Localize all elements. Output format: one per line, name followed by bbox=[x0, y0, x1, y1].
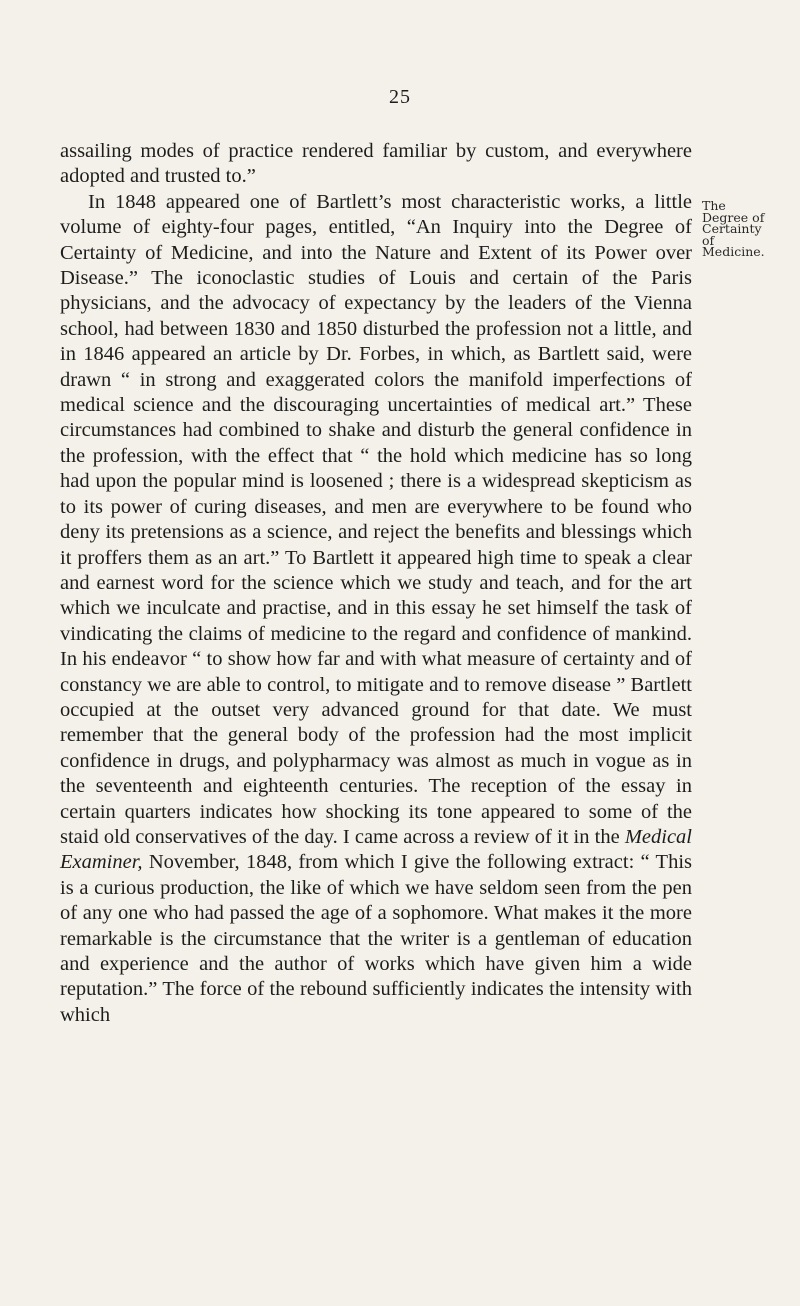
sidenote-line: Medicine. bbox=[702, 244, 765, 259]
sidenote-line: The bbox=[702, 198, 726, 213]
sidenote bbox=[702, 200, 794, 258]
journal-title: Medical Examiner, bbox=[60, 825, 692, 874]
paragraph-2-text-b: November, 1848, from which I give the following extract: “ This is a curious production, the like of which we have seldom seen from the pen of any one who had passed the age of a sophomore. What makes it the more remarkable is the circumstance that the writer is a gentleman of education and experience and the author of works which have given him a wide reputation.” The force of the rebound sufficiently indicates the intensity with which bbox=[60, 851, 692, 1026]
sidenote-line: Certainty bbox=[702, 221, 762, 236]
page-number: 25 bbox=[389, 86, 411, 108]
sidenote-line: of bbox=[702, 232, 715, 248]
paragraph-2 bbox=[60, 190, 692, 1028]
paragraph-2-text-a: In 1848 appeared one of Bartlett’s most characteristic works, a little volume of eighty-four pages, entitled, “An Inquiry into the Degree of Certainty of Medicine, and into the Nature and Extent of its Power over Disease.” The iconoclastic studies of Louis and certain of the Paris physicians, and the advocacy of expectancy by the leaders of the Vienna school, had between 1830 and 1850 disturbed the profession not a little, and in 1846 appeared an article by Dr. Forbes, in which, as Bartlett said, were drawn “ in strong and exaggerated colors the manifold imperfections of medical science and the discouraging uncertainties of medical art.” These circumstances had combined to shake and disturb the general confidence in the profession, with the effect that “ the hold which medicine has so long had upon the popular mind is loosened ; there is a widespread skepticism as to its power of curing diseases, and men are everywhere to be found who deny its pretensions as a science, and reject the benefits and blessings which it proffers them as an art.” To Bartlett it appeared high time to speak a clear and earnest word for the science which we study and teach, and for the art which we inculcate and practise, and in this essay he set himself the task of vindicating the claims of medicine to the regard and confidence of mankind. In his endeavor “ to show how far and with what measure of certainty and of constancy we are able to control, to mitigate and to remove disease ” Bartlett occupied at the outset very advanced ground for that date. We must remember that the general body of the profession had the most implicit confidence in drugs, and polypharmacy was almost as much in vogue as in the seventeenth and eighteenth centuries. The reception of the essay in certain quarters indicates how shocking its tone appeared to some of the staid old conservatives of the day. I came across a review of it in the bbox=[60, 190, 692, 848]
body-text bbox=[60, 139, 692, 1028]
sidenote-line: Degree of bbox=[702, 209, 765, 225]
paragraph-1: assailing modes of practice rendered familiar by custom, and everywhere adopted and trusted to.” bbox=[60, 140, 692, 188]
